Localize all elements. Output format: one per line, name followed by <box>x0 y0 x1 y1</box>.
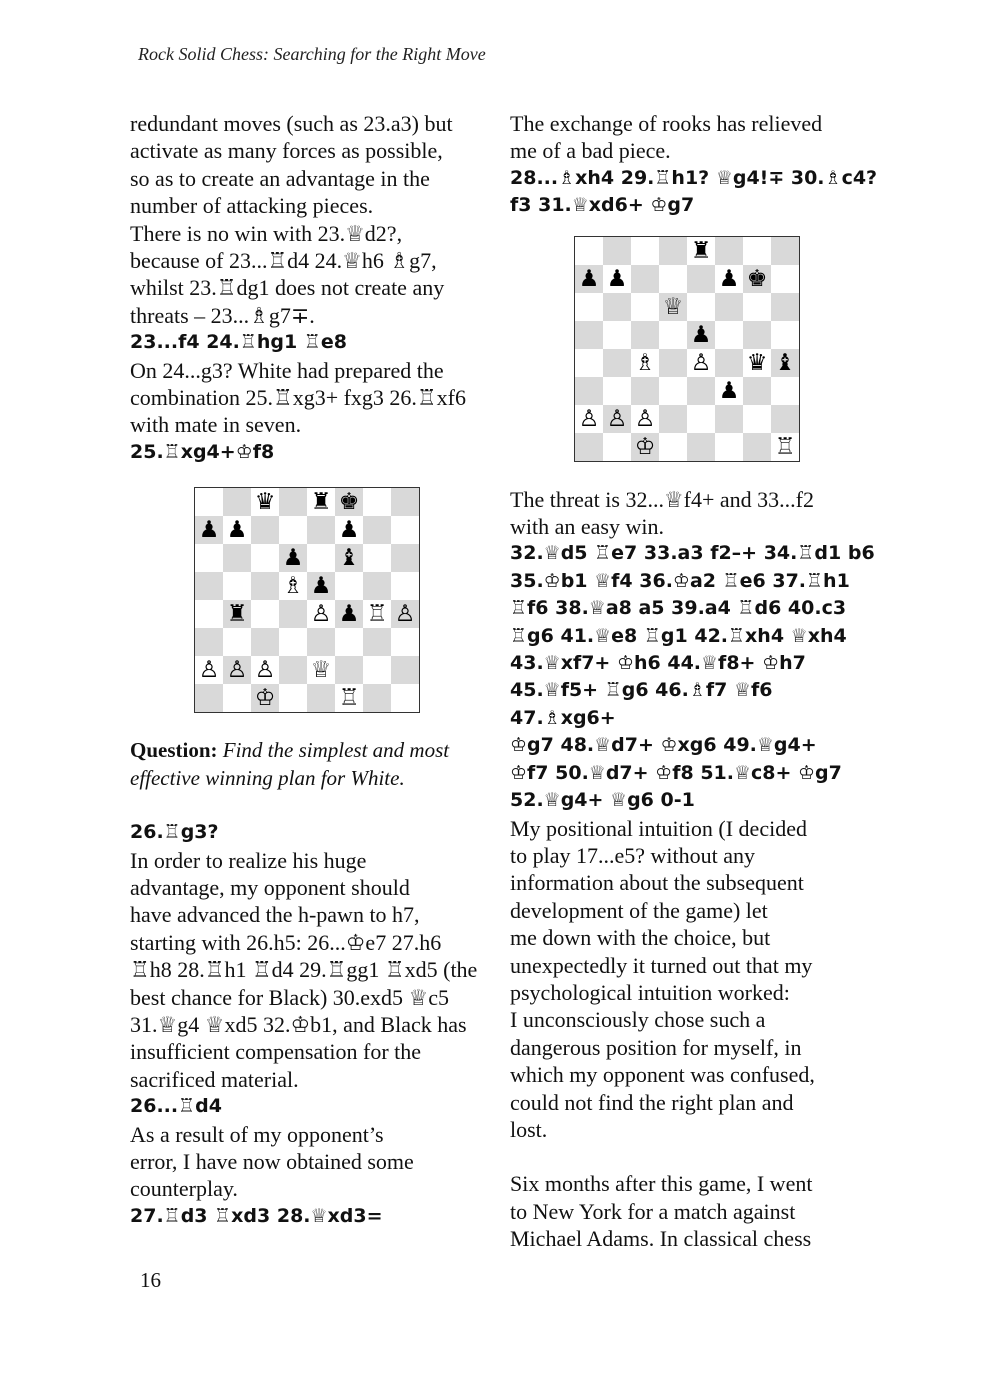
board-square <box>659 321 687 349</box>
chess-piece: ♔ <box>634 433 656 460</box>
board-square <box>603 265 631 293</box>
paragraph: On 24...g3? White had prepared the combination 25.♖xg3+ fxg3 26.♖xf6 with mate in seven. <box>130 357 466 438</box>
board-square <box>335 684 363 713</box>
board-square <box>603 236 631 265</box>
chess-piece: ♚ <box>746 265 768 292</box>
paragraph: In order to realize his huge advantage, my opponent should have advanced the h-pawn to h7, starting with 26.h5: 26...♔e7 27.h6 ♖h8 28.♖h1 ♖d4 29.♖gg1 ♖xd5 (the best chance for Black) 30.exd5 ♕c5 31.♕g4 ♕xd5 32.♔b1, and Black has insufficient compensation for the sacrificed material. <box>130 847 478 1092</box>
board-square <box>391 684 420 713</box>
board-square <box>391 516 420 544</box>
paragraph: redundant moves (such as 23.a3) but activate as many forces as possible, so as to create an advantage in the number of attacking pieces. There is no win with 23.♕d2?, because of 23...♖d4 24.♕h6 ♗g7, whilst 23.♖dg1 does not create any threats – 23...♗g7∓. <box>130 111 453 328</box>
board-square <box>687 377 715 405</box>
chess-piece: ♟ <box>226 517 248 544</box>
board-square <box>223 488 251 517</box>
chess-piece: ♟ <box>310 573 332 600</box>
board-square <box>575 377 604 405</box>
board-square <box>363 488 391 517</box>
board-square <box>743 265 771 293</box>
board-square <box>195 628 224 656</box>
board-square <box>575 293 604 321</box>
board-square <box>363 572 391 600</box>
board-square <box>251 488 279 517</box>
chess-piece: ♙ <box>226 657 248 684</box>
board-square <box>391 656 420 684</box>
board-square <box>391 544 420 572</box>
board-square <box>771 293 800 321</box>
board-square <box>251 572 279 600</box>
chess-diagram-1 <box>194 487 502 713</box>
board-square <box>575 349 604 377</box>
paragraph: Six months after this game, I went to New York for a match against Michael Adams. In classical chess <box>510 1171 813 1252</box>
board-square <box>631 377 659 405</box>
chess-piece: ♕ <box>662 293 684 320</box>
board-square <box>659 293 687 321</box>
chess-piece: ♖ <box>366 601 388 628</box>
chess-piece: ♙ <box>198 657 220 684</box>
chess-piece: ♙ <box>634 405 656 432</box>
board-square <box>335 516 363 544</box>
board-square <box>743 349 771 377</box>
board-square <box>687 293 715 321</box>
chess-piece: ♔ <box>254 685 276 712</box>
board-square <box>743 321 771 349</box>
board-square <box>603 293 631 321</box>
paragraph: As a result of my opponent’s error, I have now obtained some counterplay. <box>130 1121 414 1202</box>
move-line: 26.♖g3? <box>130 821 219 844</box>
board-square <box>771 321 800 349</box>
chess-piece: ♙ <box>254 657 276 684</box>
board-square <box>603 405 631 433</box>
board-square <box>771 377 800 405</box>
chess-piece: ♖ <box>338 685 360 712</box>
paragraph: My positional intuition (I decided to play 17...e5? without any information about the subsequent development of the game) let me down with the choice, but unexpectedly it turned out that my psychological intuition worked: I unconsciously chose such a dangerous position for myself, in which my opponent was confused, could not find the right plan and lost. <box>510 815 815 1142</box>
board-square <box>631 349 659 377</box>
chess-piece: ♟ <box>578 265 600 292</box>
board-square <box>195 684 224 713</box>
board-square <box>195 544 224 572</box>
paragraph: The exchange of rooks has relieved me of a bad piece. <box>510 111 823 164</box>
board-square <box>631 293 659 321</box>
board-square <box>631 405 659 433</box>
move-line: 32.♕d5 ♖e7 33.a3 f2–+ 34.♖d1 b6 35.♔b1 ♕f4 36.♔a2 ♖e6 37.♖h1 ♖f6 38.♕a8 a5 39.a4 ♖d6 40.c3 ♖g6 41.♕e8 ♖g1 42.♖xh4 ♕xh4 43.♕xf7+ ♔h6 44.♕f8+ ♔h7 45.♕f5+ ♖g6 46.♗f7 ♕f6 47.♗xg6+ ♔g7 48.♕d7+ ♔xg6 49.♕g4+ ♔f7 50.♕d7+ ♔f8 51.♕c8+ ♔g7 52.♕g4+ ♕g6 0-1 <box>510 542 875 812</box>
board-square <box>715 265 743 293</box>
board-square <box>631 321 659 349</box>
board-square <box>771 236 800 265</box>
board-square <box>659 236 687 265</box>
chess-board <box>574 236 800 462</box>
board-square <box>715 349 743 377</box>
board-square <box>715 433 743 462</box>
board-square <box>195 600 224 628</box>
paragraph: The threat is 32...♕f4+ and 33...f2 with an easy win. <box>510 486 815 540</box>
board-square <box>251 656 279 684</box>
board-square <box>251 516 279 544</box>
board-square <box>363 516 391 544</box>
board-square <box>307 684 335 713</box>
board-square <box>279 656 307 684</box>
board-square <box>335 628 363 656</box>
chess-piece: ♛ <box>254 489 276 516</box>
chess-piece: ♜ <box>226 601 248 628</box>
board-square <box>251 684 279 713</box>
board-square <box>575 433 604 462</box>
board-square <box>223 656 251 684</box>
move-line: 27.♖d3 ♖xd3 28.♕xd3= <box>130 1204 383 1227</box>
board-square <box>335 656 363 684</box>
board-square <box>279 684 307 713</box>
question-label: Question: <box>130 738 218 763</box>
chess-piece: ♝ <box>338 545 360 572</box>
board-square <box>195 488 224 517</box>
board-square <box>631 433 659 462</box>
chess-piece: ♖ <box>774 433 796 460</box>
move-line: 23...f4 24.♖hg1 ♖e8 <box>130 331 347 354</box>
board-square <box>335 544 363 572</box>
page-number: 16 <box>140 1268 161 1292</box>
board-square <box>687 405 715 433</box>
board-square <box>223 684 251 713</box>
chess-piece: ♕ <box>310 657 332 684</box>
board-square <box>575 265 604 293</box>
board-square <box>279 628 307 656</box>
board-square <box>307 656 335 684</box>
board-square <box>223 516 251 544</box>
board-square <box>391 600 420 628</box>
board-square <box>575 236 604 265</box>
board-square <box>687 349 715 377</box>
board-square <box>307 572 335 600</box>
board-square <box>715 293 743 321</box>
chess-piece: ♛ <box>746 349 768 376</box>
board-square <box>391 628 420 656</box>
board-square <box>743 236 771 265</box>
board-square <box>391 488 420 517</box>
board-square <box>659 377 687 405</box>
board-square <box>603 377 631 405</box>
chess-piece: ♜ <box>310 489 332 516</box>
board-square <box>195 516 224 544</box>
board-square <box>307 516 335 544</box>
board-square <box>251 628 279 656</box>
board-square <box>223 572 251 600</box>
board-square <box>223 544 251 572</box>
board-square <box>771 265 800 293</box>
board-square <box>195 572 224 600</box>
board-square <box>279 488 307 517</box>
move-line: 26...♖d4 <box>130 1095 222 1118</box>
board-square <box>279 600 307 628</box>
chess-piece: ♙ <box>690 349 712 376</box>
board-square <box>307 600 335 628</box>
board-square <box>363 544 391 572</box>
chess-piece: ♟ <box>282 545 304 572</box>
chess-piece: ♟ <box>690 321 712 348</box>
move-line: 28...♗xh4 29.♖h1? ♕g4!∓ 30.♗c4? f3 31.♕xd6+ ♔g7 <box>510 166 878 217</box>
chess-piece: ♝ <box>774 349 796 376</box>
board-square <box>335 488 363 517</box>
board-square <box>363 684 391 713</box>
board-square <box>279 544 307 572</box>
chess-board <box>194 487 420 713</box>
board-square <box>279 572 307 600</box>
chess-piece: ♗ <box>634 349 656 376</box>
board-square <box>575 321 604 349</box>
board-square <box>771 405 800 433</box>
board-square <box>279 516 307 544</box>
board-square <box>603 349 631 377</box>
board-square <box>335 572 363 600</box>
board-square <box>743 377 771 405</box>
chess-piece: ♟ <box>718 377 740 404</box>
board-square <box>743 433 771 462</box>
board-square <box>575 405 604 433</box>
board-square <box>223 628 251 656</box>
chess-piece: ♙ <box>310 601 332 628</box>
left-column <box>130 110 502 1230</box>
chess-piece: ♟ <box>606 265 628 292</box>
chess-piece: ♙ <box>606 405 628 432</box>
board-square <box>307 488 335 517</box>
board-square <box>363 600 391 628</box>
board-square <box>687 433 715 462</box>
board-square <box>391 572 420 600</box>
chess-piece: ♙ <box>578 405 600 432</box>
board-square <box>715 377 743 405</box>
board-square <box>659 349 687 377</box>
board-square <box>743 405 771 433</box>
chess-diagram-2 <box>574 236 882 462</box>
chess-piece: ♟ <box>198 517 220 544</box>
question <box>130 737 502 792</box>
board-square <box>223 600 251 628</box>
board-square <box>631 265 659 293</box>
board-square <box>771 433 800 462</box>
board-square <box>363 628 391 656</box>
board-square <box>687 265 715 293</box>
running-header: Rock Solid Chess: Searching for the Right Move <box>138 44 486 64</box>
chess-piece: ♗ <box>282 573 304 600</box>
board-square <box>307 628 335 656</box>
board-square <box>687 236 715 265</box>
board-square <box>687 321 715 349</box>
board-square <box>743 293 771 321</box>
question-text: Find the simplest and most effective winning plan for White. <box>130 738 450 790</box>
chess-piece: ♟ <box>338 517 360 544</box>
board-square <box>715 236 743 265</box>
board-square <box>307 544 335 572</box>
board-square <box>715 405 743 433</box>
chess-piece: ♟ <box>718 265 740 292</box>
board-square <box>715 321 743 349</box>
board-square <box>631 236 659 265</box>
board-square <box>251 544 279 572</box>
chess-piece: ♜ <box>690 237 712 264</box>
board-square <box>659 433 687 462</box>
move-line: 25.♖xg4+♔f8 <box>130 440 275 463</box>
board-square <box>195 656 224 684</box>
board-square <box>603 321 631 349</box>
board-square <box>659 265 687 293</box>
board-square <box>251 600 279 628</box>
chess-piece: ♚ <box>338 489 360 516</box>
board-square <box>335 600 363 628</box>
board-square <box>771 349 800 377</box>
right-column <box>510 110 882 1253</box>
chess-piece: ♟ <box>338 601 360 628</box>
board-square <box>363 656 391 684</box>
board-square <box>603 433 631 462</box>
chess-piece: ♙ <box>394 601 416 628</box>
board-square <box>659 405 687 433</box>
